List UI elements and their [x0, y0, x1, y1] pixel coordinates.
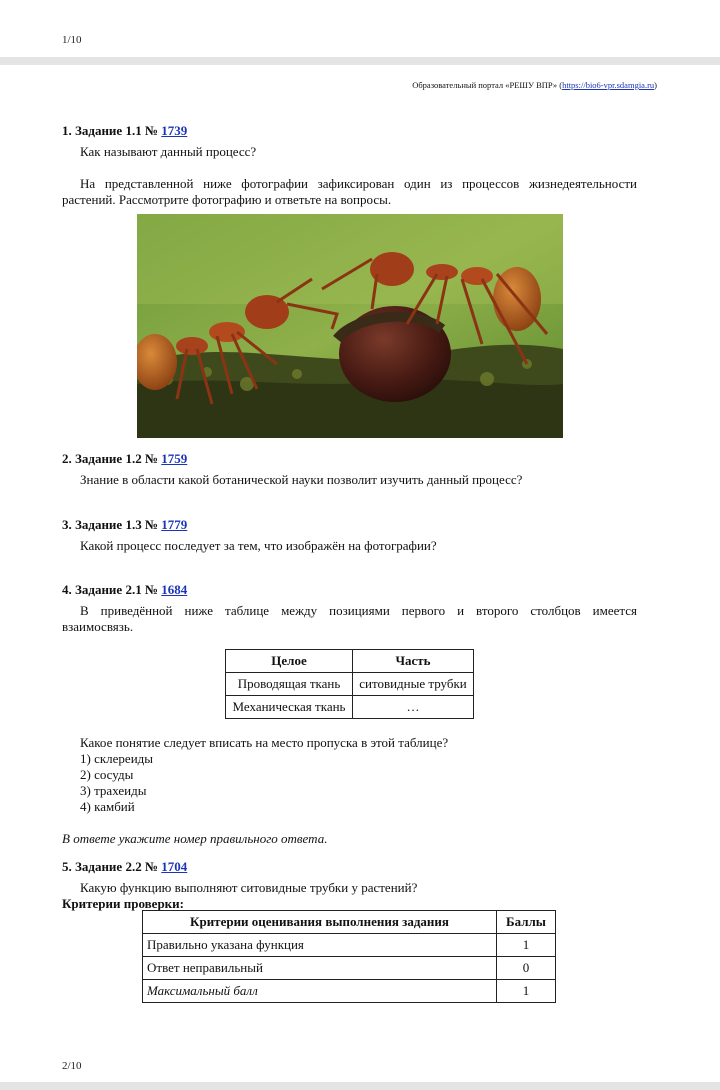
- table-header-cell: Часть: [353, 650, 474, 673]
- table-row: [143, 934, 556, 957]
- table-row: [226, 673, 474, 696]
- table-cell: 1: [497, 980, 556, 1003]
- table-cell: ситовидные трубки: [353, 673, 474, 696]
- task-2-prefix: 2. Задание 1.2 №: [62, 451, 162, 466]
- page-number-top: 1/10: [62, 34, 82, 46]
- table-cell: …: [353, 696, 474, 719]
- table-header-cell: Баллы: [497, 911, 556, 934]
- ants-photo-illustration: [137, 214, 563, 438]
- task-3-question: Какой процесс последует за тем, что изображён на фотографии?: [80, 538, 437, 553]
- task-4-intro-line2: взаимосвязь.: [62, 619, 134, 634]
- task-4-prefix: 4. Задание 2.1 №: [62, 582, 162, 597]
- table-cell: Правильно указана функция: [143, 934, 497, 957]
- task-5-heading: [62, 859, 187, 875]
- table-header-row: [143, 911, 556, 934]
- task-1-number-link[interactable]: 1739: [161, 123, 188, 138]
- portal-header: [412, 80, 657, 90]
- task-4-number-link[interactable]: 1684: [161, 582, 188, 597]
- table-cell: Проводящая ткань: [226, 673, 353, 696]
- task-1-intro-line1: На представленной ниже фотографии зафиксирован один из процессов жизнедеятельности: [80, 176, 637, 191]
- task-1-prefix: 1. Задание 1.1 №: [62, 123, 162, 138]
- portal-text: Образовательный портал «РЕШУ ВПР» (: [412, 80, 563, 90]
- task-4-option-2: 2) сосуды: [80, 767, 134, 782]
- table-cell: 1: [497, 934, 556, 957]
- table-row: [226, 696, 474, 719]
- table-header-cell: Целое: [226, 650, 353, 673]
- table-header-row: [226, 650, 474, 673]
- task-1-question: Как называют данный процесс?: [80, 144, 257, 159]
- task-5-prefix: 5. Задание 2.2 №: [62, 859, 162, 874]
- task-3-heading: [62, 517, 187, 533]
- table-row: [143, 957, 556, 980]
- portal-link[interactable]: https://bio6-vpr.sdamgia.ru: [562, 80, 655, 90]
- task-3-number-link[interactable]: 1779: [161, 517, 188, 532]
- task-1-intro-line2: растений. Рассмотрите фотографию и ответьте на вопросы.: [62, 192, 392, 207]
- task-2-heading: [62, 451, 187, 467]
- task-2-question: Знание в области какой ботанической науки позволит изучить данный процесс?: [80, 472, 523, 487]
- task-4-option-3: 3) трахеиды: [80, 783, 147, 798]
- task-4-answer-note: В ответе укажите номер правильного ответа.: [62, 831, 328, 846]
- page-separator-top: [0, 57, 720, 65]
- ants-photo: [137, 214, 563, 438]
- page-separator-bottom: [0, 1082, 720, 1090]
- task-4-heading: [62, 582, 187, 598]
- task-4-option-1: 1) склереиды: [80, 751, 153, 766]
- task-5-question: Какую функцию выполняют ситовидные трубки у растений?: [80, 880, 418, 895]
- criteria-title: Критерии проверки:: [62, 896, 184, 911]
- task-5-number-link[interactable]: 1704: [161, 859, 188, 874]
- table-cell: Максимальный балл: [143, 980, 497, 1003]
- criteria-table: [142, 910, 556, 1003]
- table-cell: Механическая ткань: [226, 696, 353, 719]
- task-4-option-4: 4) камбий: [80, 799, 135, 814]
- task-4-question: Какое понятие следует вписать на место пропуска в этой таблице?: [80, 735, 449, 750]
- task-3-prefix: 3. Задание 1.3 №: [62, 517, 162, 532]
- task-2-number-link[interactable]: 1759: [161, 451, 188, 466]
- table-cell: 0: [497, 957, 556, 980]
- task-4-table: [225, 649, 474, 719]
- task-4-intro-line1: В приведённой ниже таблице между позициями первого и второго столбцов имеется: [80, 603, 637, 618]
- portal-close: ): [654, 80, 657, 90]
- table-row: [143, 980, 556, 1003]
- task-1-heading: [62, 123, 187, 139]
- table-header-cell: Критерии оценивания выполнения задания: [143, 911, 497, 934]
- table-cell: Ответ неправильный: [143, 957, 497, 980]
- page-number-bottom: 2/10: [62, 1060, 82, 1072]
